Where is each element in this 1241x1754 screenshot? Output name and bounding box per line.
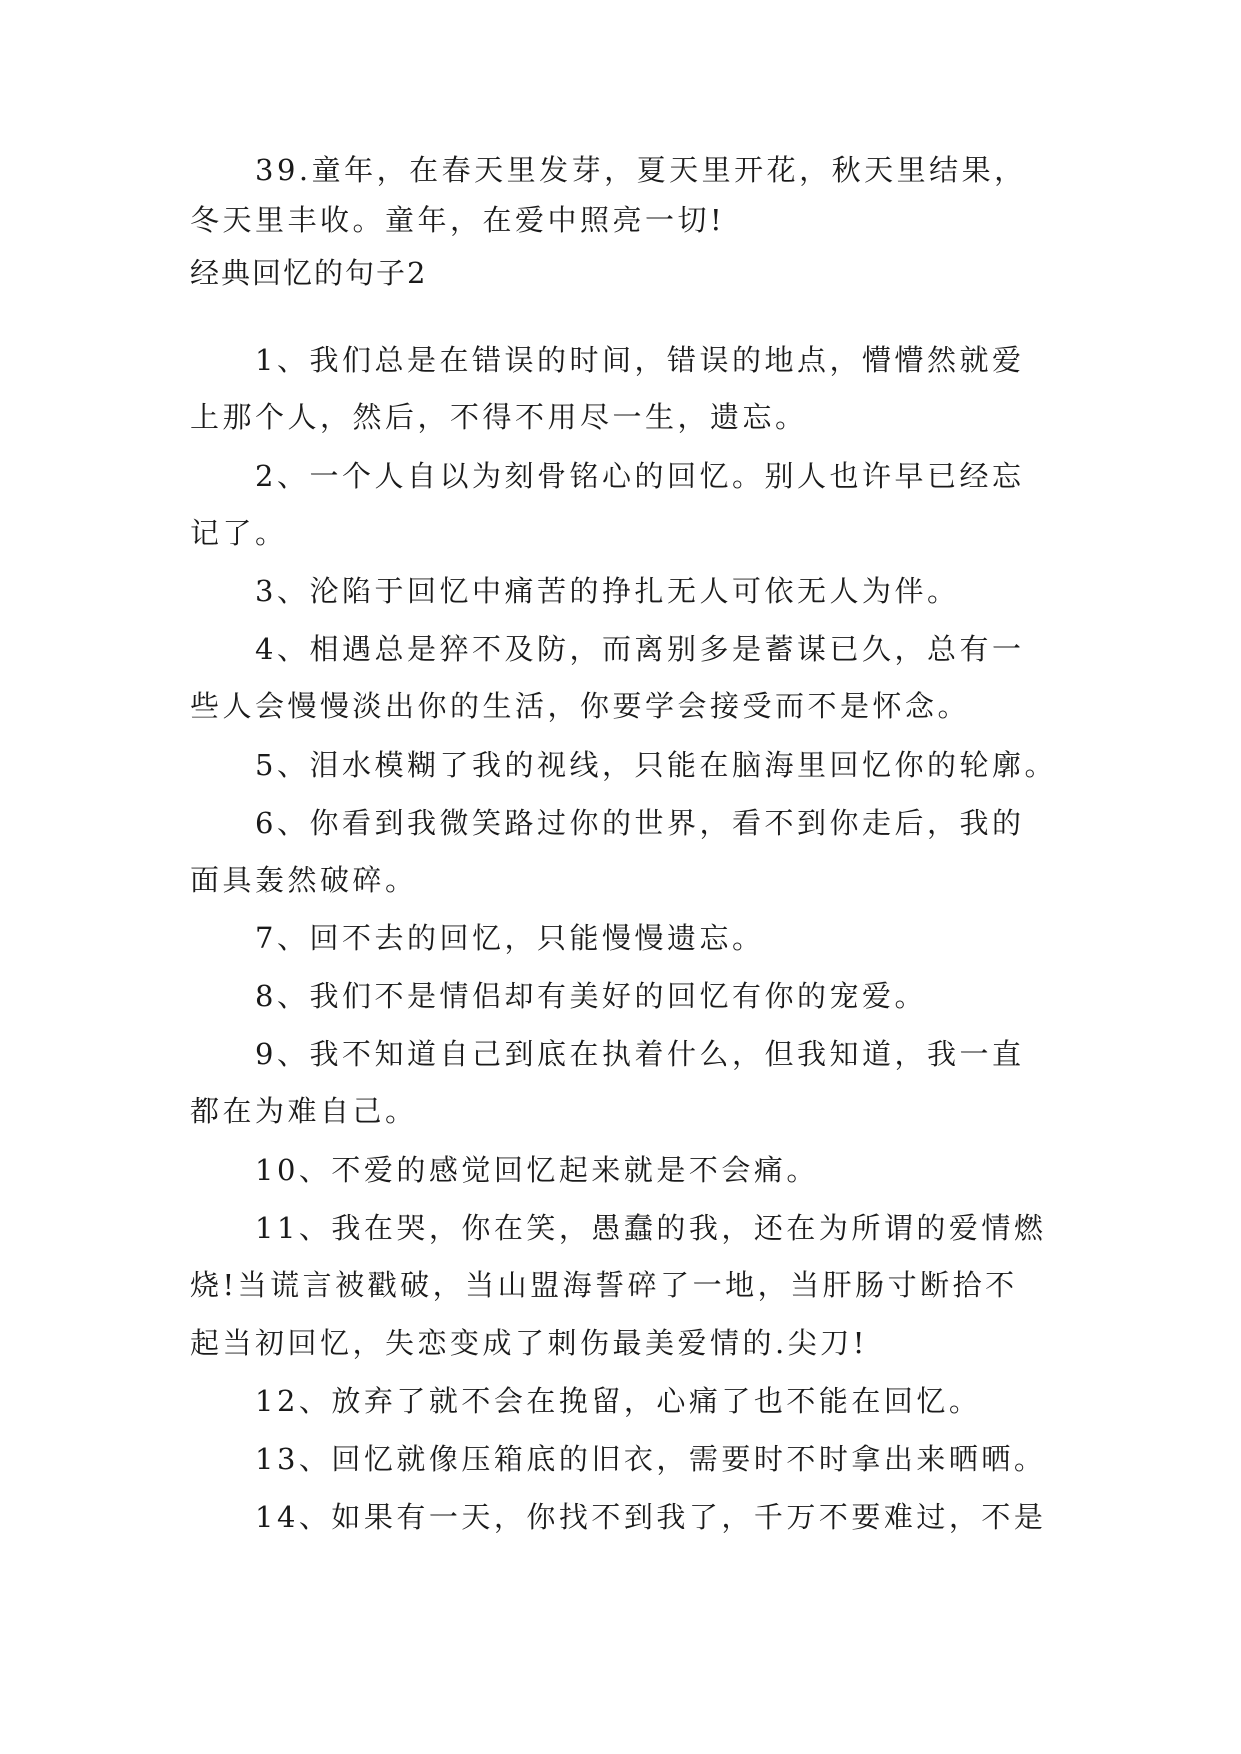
paragraph-line: 6、你看到我微笑路过你的世界，看不到你走后，我的 (255, 806, 1025, 840)
paragraph-line: 39.童年，在春天里发芽，夏天里开花，秋天里结果， (255, 153, 1027, 187)
paragraph-line: 10、不爱的感觉回忆起来就是不会痛。 (255, 1153, 819, 1187)
paragraph-line: 9、我不知道自己到底在执着什么，但我知道，我一直 (255, 1037, 1025, 1071)
paragraph-line: 8、我们不是情侣却有美好的回忆有你的宠爱。 (255, 979, 927, 1013)
paragraph-line: 烧!当谎言被戳破，当山盟海誓碎了一地，当肝肠寸断拾不 (190, 1268, 1018, 1302)
paragraph-line: 2、一个人自以为刻骨铭心的回忆。别人也许早已经忘 (255, 459, 1025, 493)
paragraph-line: 冬天里丰收。童年，在爱中照亮一切! (190, 203, 726, 237)
paragraph-line: 1、我们总是在错误的时间，错误的地点，懵懵然就爱 (255, 343, 1025, 377)
paragraph-line: 3、沦陷于回忆中痛苦的挣扎无人可依无人为伴。 (255, 574, 960, 608)
paragraph-line: 5、泪水模糊了我的视线，只能在脑海里回忆你的轮廓。 (255, 748, 1057, 782)
paragraph-line: 11、我在哭，你在笑，愚蠢的我，还在为所谓的爱情燃 (255, 1211, 1047, 1245)
paragraph-line: 起当初回忆，失恋变成了刺伤最美爱情的.尖刀! (190, 1326, 868, 1360)
paragraph-line: 14、如果有一天，你找不到我了，千万不要难过，不是 (255, 1500, 1047, 1534)
paragraph-line: 13、回忆就像压箱底的旧衣，需要时不时拿出来晒晒。 (255, 1442, 1047, 1476)
paragraph-line: 些人会慢慢淡出你的生活，你要学会接受而不是怀念。 (190, 689, 971, 723)
section-heading: 经典回忆的句子2 (190, 256, 428, 290)
paragraph-line: 上那个人，然后，不得不用尽一生，遗忘。 (190, 400, 808, 434)
paragraph-line: 面具轰然破碎。 (190, 863, 418, 897)
paragraph-line: 12、放弃了就不会在挽留，心痛了也不能在回忆。 (255, 1384, 982, 1418)
paragraph-line: 4、相遇总是猝不及防，而离别多是蓄谋已久，总有一 (255, 632, 1025, 666)
paragraph-line: 记了。 (190, 516, 288, 550)
paragraph-line: 7、回不去的回忆，只能慢慢遗忘。 (255, 921, 765, 955)
paragraph-line: 都在为难自己。 (190, 1094, 418, 1128)
